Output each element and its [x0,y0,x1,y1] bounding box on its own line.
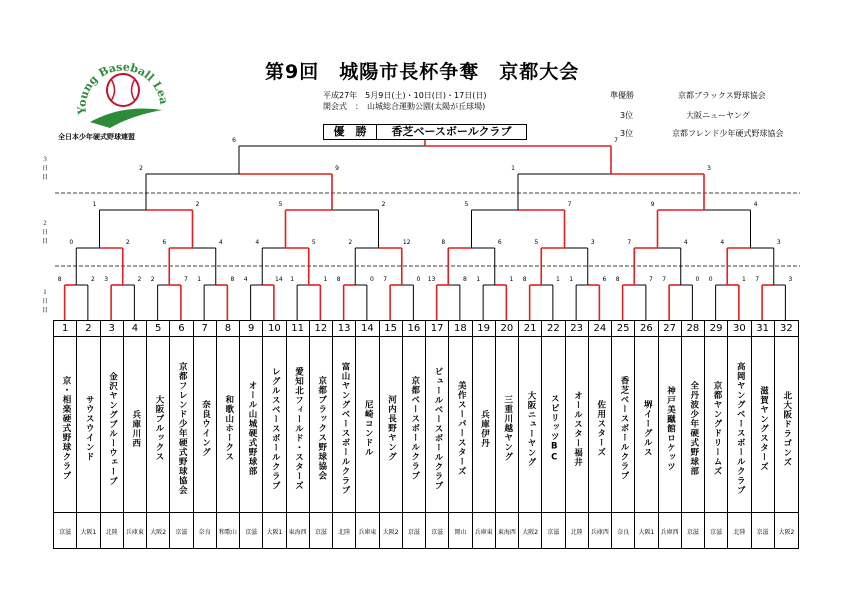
team-region: 大阪2 [382,529,399,536]
league-org: 全日本少年硬式野球連盟 [58,133,135,141]
team-name: 富山ヤングベースボールクラブ [333,337,356,513]
team-number: 26 [635,321,657,337]
team-name: 香芝ベースボールクラブ [612,337,635,513]
team-region: 大阪1 [266,529,283,536]
match-score: 1 [741,276,746,283]
team-region: 和歌山 [218,529,237,536]
team-name: 奈良ウイング [194,337,217,513]
team-name: 兵庫伊丹 [473,337,496,513]
match-score: 8 [615,276,620,283]
logo-arc-text: Young Baseball Lea [75,60,171,115]
team-number: 16 [403,321,425,337]
team-table [53,320,799,549]
team-name: 尼崎コンドル [356,337,379,513]
team-name: 京都ヤングドリームズ [705,337,728,513]
team-name: レグルスベースボールクラブ [263,337,286,513]
team-region: 大阪1 [80,529,97,536]
match-score: 6 [162,239,167,246]
match-score: 2 [139,165,143,172]
match-score: 5 [278,201,283,208]
team-region: 岡山 [454,529,467,536]
match-score: 2 [348,239,353,246]
third-rank-2: 3位 [620,129,634,138]
team-column [705,321,728,548]
match-score: 0 [416,276,421,283]
team-name: 全丹波少年硬式野球部 [682,337,705,513]
team-region: 兵庫東 [358,529,377,536]
match-score: 4 [753,201,758,208]
team-region: 京滋 [175,529,188,536]
team-name: 愛知北フィールド・スターズ [287,337,310,513]
team-region: 大阪2 [778,529,795,536]
team-number: 28 [682,321,704,337]
team-number: 13 [333,321,355,337]
match-score: 4 [218,239,223,246]
match-score: 13 [427,276,436,283]
match-score: 7 [755,276,760,283]
team-number: 4 [124,321,146,337]
team-column [217,321,240,548]
match-score: 12 [402,239,411,246]
day-label-2: ２日目 [41,220,48,245]
match-score: 5 [534,239,539,246]
match-score: 7 [662,276,667,283]
match-score: 1 [92,201,97,208]
match-score: 8 [57,276,62,283]
team-region: 北陸 [338,529,351,536]
match-score: 3 [104,276,109,283]
team-column [659,321,682,548]
team-column [333,321,356,548]
team-name: 佐用スターズ [589,337,612,513]
match-score: 1 [509,276,514,283]
team-column [752,321,775,548]
match-score: 5 [464,201,469,208]
match-score: 1 [476,276,481,283]
champion-team: 香芝ベースボールクラブ [391,125,512,138]
page-title: 第9回 城陽市長杯争奪 京都大会 [265,61,580,83]
team-column [566,321,589,548]
match-score: 5 [311,239,316,246]
match-score: 7 [627,239,632,246]
team-column [403,321,426,548]
team-name: 大阪ブルックス [147,337,170,513]
match-score: 2 [150,276,155,283]
team-number: 20 [496,321,518,337]
team-region: 北陸 [733,529,746,536]
team-number: 11 [287,321,309,337]
team-name: オールスター福井 [566,337,589,513]
team-column [240,321,263,548]
match-score: 0 [369,276,374,283]
team-number: 25 [612,321,634,337]
match-score: 6 [602,276,607,283]
day-label-3: ３日目 [41,156,48,181]
team-column [194,321,217,548]
match-score: 3 [776,239,781,246]
match-score: 8 [230,276,235,283]
team-number: 29 [705,321,727,337]
match-score: 4 [720,239,725,246]
match-score: 2 [137,276,142,283]
team-number: 18 [449,321,471,337]
team-region: 兵庫東 [125,529,144,536]
team-name: 金沢ヤングブルーウェーブ [101,337,124,513]
match-score: 0 [695,276,700,283]
team-name: 高岡ヤングベースボールクラブ [728,337,751,513]
team-number: 17 [426,321,448,337]
team-column [287,321,310,548]
team-name: 三重川越ヤング [496,337,519,513]
team-name: 美作スーパースターズ [449,337,472,513]
match-score: 8 [441,239,446,246]
match-score: 7 [614,137,618,144]
team-number: 10 [263,321,285,337]
runnerup-team: 京都ブラックス野球協会 [678,91,766,100]
match-score: 8 [336,276,341,283]
champion-label: 優 勝 [324,125,377,139]
team-region: 北陸 [570,529,583,536]
team-column [449,321,472,548]
team-number: 30 [728,321,750,337]
team-number: 9 [240,321,262,337]
team-number: 22 [542,321,564,337]
team-name: スピリッツBC [542,337,565,513]
team-number: 6 [170,321,192,337]
team-number: 27 [659,321,681,337]
team-column [682,321,705,548]
team-region: 京滋 [547,529,560,536]
team-column [310,321,333,548]
team-column [473,321,496,548]
team-name: 大阪ニューヤング [519,337,542,513]
team-region: 奈良 [198,529,211,536]
team-column [589,321,612,548]
third-team-1: 大阪ニューヤング [686,111,750,120]
runnerup-rank: 準優勝 [610,91,634,100]
team-number: 1 [54,321,76,337]
team-region: 兵庫西 [590,529,609,536]
team-column [612,321,635,548]
team-number: 15 [380,321,402,337]
match-score: 9 [650,201,655,208]
match-score: 6 [497,239,502,246]
team-region: 兵庫西 [660,529,679,536]
team-region: 京滋 [245,529,258,536]
team-column [77,321,100,548]
team-column [542,321,565,548]
team-number: 14 [356,321,378,337]
team-name: 神戸美蹴館ロケッツ [659,337,682,513]
third-rank-1: 3位 [620,111,634,120]
team-column [775,321,798,548]
team-name: 滋賀ヤングスターズ [752,337,775,513]
match-score: 0 [69,239,74,246]
team-column [170,321,193,548]
team-region: 北陸 [105,529,118,536]
team-number: 2 [77,321,99,337]
team-region: 奈良 [617,529,630,536]
team-region: 京滋 [314,529,327,536]
team-region: 京滋 [59,529,72,536]
team-number: 23 [566,321,588,337]
team-region: 京滋 [686,529,699,536]
team-name: 京都ベースボールクラブ [403,337,426,513]
match-score: 1 [323,276,328,283]
team-column [54,321,77,548]
team-region: 東海西 [497,529,516,536]
match-score: 7 [183,276,188,283]
match-score: 2 [90,276,95,283]
match-score: 1 [197,276,202,283]
team-column [496,321,519,548]
team-name: 京都ブラックス野球協会 [310,337,333,513]
team-column [380,321,403,548]
team-column [356,321,379,548]
third-team-2: 京都フレンド少年硬式野球協会 [672,129,784,138]
match-score: 2 [381,201,386,208]
team-region: 大阪1 [638,529,655,536]
team-number: 24 [589,321,611,337]
team-column [519,321,542,548]
team-region: 兵庫東 [474,529,493,536]
team-number: 12 [310,321,332,337]
team-region: 京滋 [431,529,444,536]
team-number: 7 [194,321,216,337]
team-name: 北大阪ドラゴンズ [775,337,798,513]
team-name: 京・相楽硬式野球クラブ [54,337,77,513]
team-name: サウスウインド [77,337,100,513]
team-column [124,321,147,548]
match-score: 3 [590,239,595,246]
match-score: 8 [522,276,527,283]
team-column [426,321,449,548]
match-score: 1 [555,276,560,283]
team-number: 8 [217,321,239,337]
match-score: 7 [567,201,572,208]
team-name: 京都フレンド少年硬式野球協会 [170,337,193,513]
match-score: 3 [707,165,711,172]
team-region: 京滋 [407,529,420,536]
team-region: 大阪2 [150,529,167,536]
match-score: 2 [125,239,130,246]
match-score: 0 [708,276,713,283]
match-score: 1 [569,276,574,283]
team-name: オール山城硬式野球部 [240,337,263,513]
team-name: ビュールベースボールクラブ [426,337,449,513]
team-name: 和歌山ホークス [217,337,240,513]
match-score: 8 [462,276,467,283]
team-name: 河内長野ヤング [380,337,403,513]
team-number: 31 [752,321,774,337]
match-score: 9 [335,165,339,172]
team-region: 京滋 [710,529,723,536]
match-score: 3 [788,276,793,283]
match-score: 1 [511,165,515,172]
team-region: 京滋 [756,529,769,536]
team-number: 21 [519,321,541,337]
team-number: 19 [473,321,495,337]
match-score: 1 [290,276,295,283]
team-name: 兵庫川西 [124,337,147,513]
opening-ceremony: 開会式 ： 山城総合運動公園(太陽が丘球場) [323,102,486,111]
team-column [263,321,286,548]
team-number: 32 [775,321,798,337]
match-score: 14 [275,276,283,283]
match-score: 6 [232,137,236,144]
match-score: 4 [243,276,248,283]
day-label-1: １日目 [41,289,48,314]
match-score: 7 [648,276,653,283]
tournament-dates: 平成27年 5月9日(土)・10日(日)・17日(日) [323,91,487,100]
team-number: 5 [147,321,169,337]
team-column [147,321,170,548]
team-region: 東海西 [288,529,307,536]
team-region: 大阪2 [522,529,539,536]
team-column [101,321,124,548]
match-score: 4 [683,239,688,246]
match-score: 2 [195,201,200,208]
match-score: 7 [383,276,388,283]
team-name: 堺イーグルス [635,337,658,513]
team-column [728,321,751,548]
team-column [635,321,658,548]
team-number: 3 [101,321,123,337]
match-score: 4 [255,239,260,246]
